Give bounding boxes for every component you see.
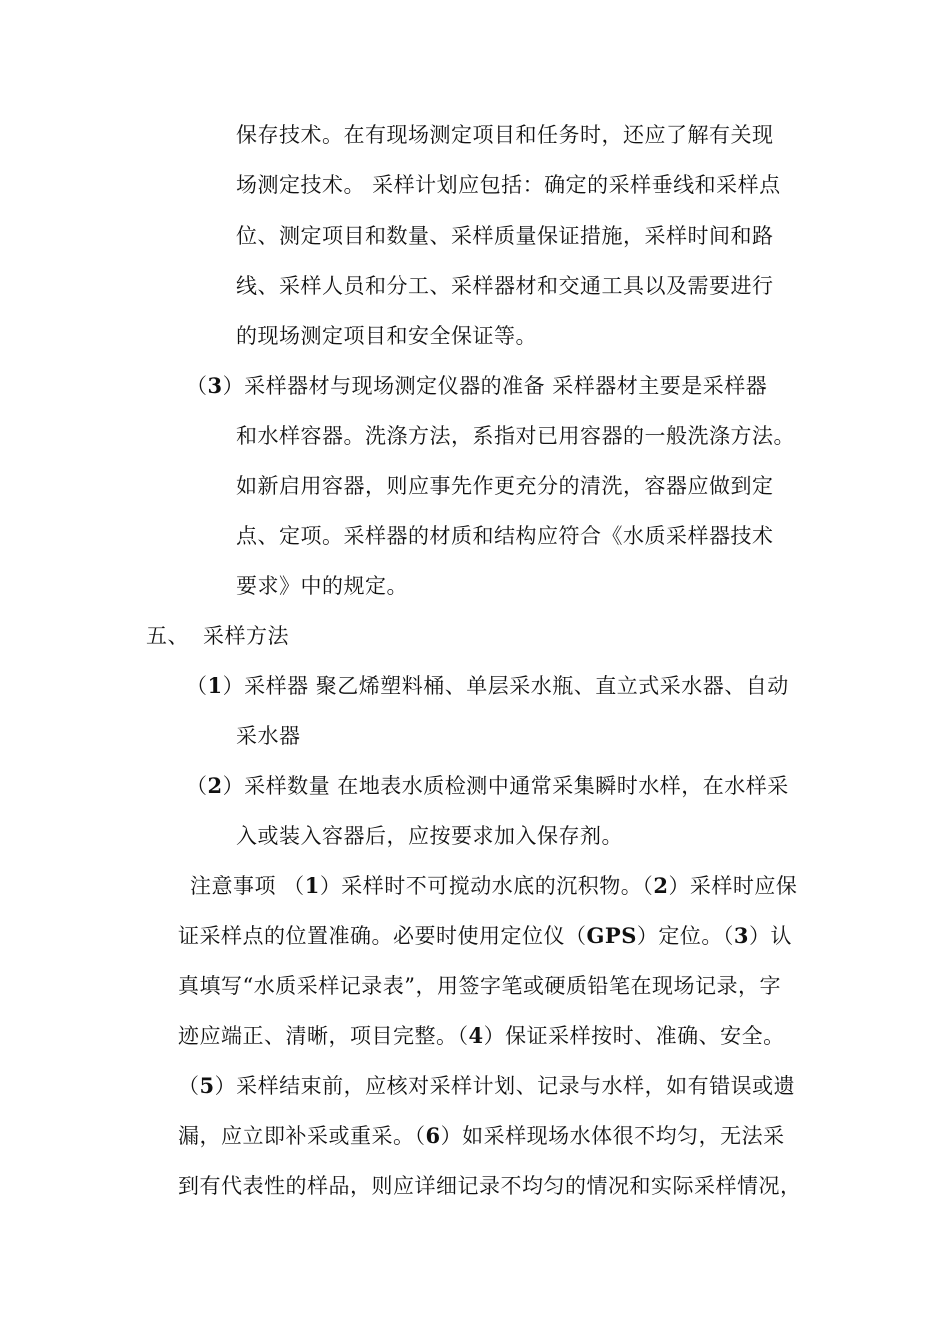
notes-text: ）保证采样按时、准确、安全。: [483, 1024, 785, 1048]
paren-close: ）: [222, 374, 245, 398]
notes-line: [190, 872, 797, 900]
item-number: 2: [207, 773, 223, 798]
note-number: 5: [199, 1073, 215, 1098]
text-line: 保存技术。在有现场测定项目和任务时，还应了解有关现: [236, 123, 774, 147]
item-text: 采样数量 在地表水质检测中通常采集瞬时水样，在水样采: [244, 774, 789, 798]
section-number: 五、: [146, 624, 189, 648]
text-line: 线、采样人员和分工、采样器材和交通工具以及需要进行: [236, 274, 774, 298]
notes-text: ）定位。（: [636, 924, 734, 948]
notes-text: ）采样时不可搅动水底的沉积物。（: [319, 874, 654, 898]
list-item-sampler-first-line: [186, 672, 789, 700]
list-item-3-first-line: [186, 372, 767, 400]
notes-line: [178, 922, 792, 950]
text-line: 要求》中的规定。: [236, 574, 408, 598]
text-line: 场测定技术。 采样计划应包括：确定的采样垂线和采样点: [236, 173, 781, 197]
item-text: 采样器 聚乙烯塑料桶、单层采水瓶、直立式采水器、自动: [244, 674, 789, 698]
notes-text: ）认: [749, 924, 793, 948]
notes-line: [178, 1022, 785, 1050]
item-number: 1: [207, 673, 223, 698]
notes-line: [178, 1122, 785, 1150]
notes-text: 迹应端正、清晰，项目完整。（: [178, 1024, 469, 1048]
gps-label: GPS: [586, 923, 637, 948]
notes-text: （: [178, 1074, 200, 1098]
paren-close: ）: [222, 674, 245, 698]
note-number: 3: [733, 923, 750, 948]
item-number: 3: [207, 373, 223, 398]
note-number: 4: [468, 1023, 484, 1048]
note-number: 6: [425, 1123, 441, 1148]
paren-close: ）: [222, 774, 245, 798]
note-number: 2: [653, 873, 669, 898]
note-number: 1: [304, 873, 320, 898]
paren-open: （: [186, 774, 208, 798]
paren-open: （: [186, 674, 208, 698]
paren-open: （: [186, 374, 208, 398]
notes-line: [178, 1072, 795, 1100]
notes-line: 到有代表性的样品，则应详细记录不均匀的情况和实际采样情况，: [178, 1174, 802, 1198]
notes-text: 注意事项 （: [190, 874, 305, 898]
notes-text: 漏，应立即补采或重采。（: [178, 1124, 426, 1148]
text-line: 入或装入容器后，应按要求加入保存剂。: [236, 824, 623, 848]
item-text: 采样器材与现场测定仪器的准备 采样器材主要是采样器: [244, 374, 768, 398]
section-title: 采样方法: [203, 624, 289, 648]
text-line: 点、定项。采样器的材质和结构应符合《水质采样器技术: [236, 524, 774, 548]
notes-text: ）采样结束前，应核对采样计划、记录与水样，如有错误或遗: [214, 1074, 796, 1098]
text-line: 和水样容器。洗涤方法，系指对已用容器的一般洗涤方法。: [236, 424, 795, 448]
text-line: 位、测定项目和数量、采样质量保证措施，采样时间和路: [236, 224, 774, 248]
notes-text: ）采样时应保: [668, 874, 798, 898]
list-item-quantity-first-line: [186, 772, 789, 800]
section-heading: [146, 622, 289, 650]
notes-text: 证采样点的位置准确。必要时使用定位仪（: [178, 924, 587, 948]
text-line: 的现场测定项目和安全保证等。: [236, 324, 537, 348]
notes-line: 真填写“水质采样记录表”，用签字笔或硬质铅笔在现场记录，字: [178, 974, 781, 998]
text-line: 如新启用容器，则应事先作更充分的清洗，容器应做到定: [236, 474, 774, 498]
notes-text: ）如采样现场水体很不均匀，无法采: [440, 1124, 785, 1148]
text-line: 采水器: [236, 724, 301, 748]
